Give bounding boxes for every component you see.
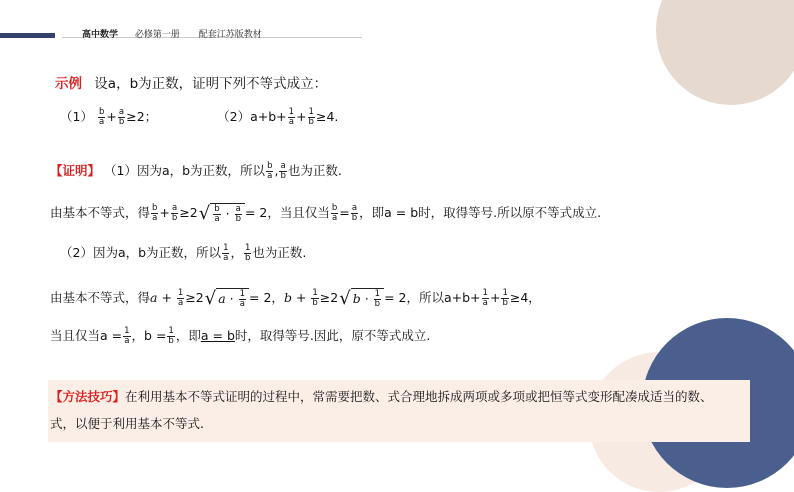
radicand: b · $\frac{1}{b}$: [351, 288, 384, 309]
fraction-a-over-b: $\frac{a}{b}$: [351, 203, 358, 223]
method-text-2: 式，以便于利用基本不等式.: [50, 416, 204, 431]
fraction-b-over-a: $\frac{b}{a}$: [152, 203, 158, 223]
fraction-1-over-b: $\frac{1}{b}$: [245, 243, 251, 263]
header-title: 高中数学: [82, 30, 119, 40]
fraction-1-over-b: $\frac{1}{b}$: [168, 326, 174, 346]
part2-tail: ≥4.: [315, 109, 339, 124]
example-label: 示例: [55, 76, 82, 92]
part2-label: （2）a+b+: [217, 109, 287, 124]
sqrt-symbol: √: [339, 287, 351, 309]
proof-line-2-equals: = 2，当且仅当: [244, 205, 330, 220]
fraction-1-over-b: $\frac{1}{b}$: [312, 288, 318, 308]
proof-line-4-text: 由基本不等式，得: [50, 290, 151, 305]
header-subtitle: 必修第一册: [134, 30, 180, 40]
proof-line-3-end: 也为正数.: [252, 245, 307, 260]
inequality-sign: ≥2: [179, 205, 198, 220]
decorative-circle-beige: [656, 0, 794, 105]
header-publisher: 配套江苏版教材: [198, 30, 262, 40]
fraction-1-over-a: $\frac{1}{a}$: [124, 326, 130, 346]
fraction-b-over-a: $\frac{b}{a}$: [331, 203, 338, 223]
part1-tail: ≥2；: [126, 109, 158, 124]
proof-line-5-end: 时，取得等号.因此，原不等式成立.: [234, 328, 431, 343]
proof-line-4: 由基本不等式，得a + $\frac{1}{a}$ ≥2√ a · $\frac{1}{a}$ = 2，b + $\frac{1}{b}$ ≥2√ b · $\frac{1}{b}$ = 2，所以a+b+ $\frac{1}{a}$ + $\frac{1}{b}$ ≥4，: [50, 287, 541, 309]
fraction-1-over-a: $\frac{1}{a}$: [223, 243, 229, 263]
fraction-b-over-a: $\frac{b}{a}$: [267, 161, 273, 181]
proof-line-4-sum: = 2，所以a+b+: [384, 290, 481, 305]
proof-line-5: [50, 327, 430, 346]
method-line-1: [50, 388, 713, 406]
example-problem: [55, 75, 327, 93]
fraction-b-over-a: $\frac{b}{a}$: [98, 107, 105, 127]
proof-line-2-end: ，即a = b时，取得等号.所以原不等式成立.: [359, 205, 602, 220]
method-line-2: [50, 415, 204, 433]
proof-line-1-text: （1）因为a，b为正数，所以: [104, 163, 266, 178]
underlined-a-equals-b: a = b: [200, 328, 235, 343]
proof-line-1-end: 也为正数.: [287, 163, 342, 178]
fraction-a-over-b: $\frac{a}{b}$: [118, 107, 125, 127]
proof-line-3-text: （2）因为a，b为正数，所以: [60, 245, 222, 260]
radicand: $\frac{b}{a}$ · $\frac{a}{b}$: [210, 203, 245, 224]
sqrt-symbol: √: [198, 202, 211, 224]
proof-line-2: 由基本不等式，得 $\frac{b}{a}$ + $\frac{a}{b}$ ≥2√ $\frac{b}{a}$ · $\frac{a}{b}$ = 2，当且仅当 $\frac{b}{a}$ = $\frac{a}{b}$ ，即a = b时，取得等号.所以原不等式成立.: [50, 202, 602, 224]
example-parts: （1） $\frac{b}{a}$ + $\frac{a}{b}$ ≥2； （2）a+b+ $\frac{1}{a}$ + $\frac{1}{b}$ ≥4.: [60, 107, 339, 127]
radicand: a · $\frac{1}{a}$: [216, 288, 249, 309]
fraction-1-over-a: $\frac{1}{a}$: [177, 288, 184, 308]
page-header: [82, 27, 262, 40]
proof-line-5-text: 当且仅当a =: [50, 328, 123, 343]
fraction-1-over-a: $\frac{1}{a}$: [482, 288, 488, 308]
proof-line-4-equals: = 2，: [249, 290, 284, 305]
proof-line-5-b: ，b =: [131, 328, 167, 343]
proof-line-2-text: 由基本不等式，得: [50, 205, 151, 220]
proof-line-4-end: ≥4，: [509, 290, 541, 305]
fraction-1-over-a: $\frac{1}{a}$: [288, 107, 295, 127]
header-accent-bar: [0, 33, 55, 38]
example-text: 设a，b为正数，证明下列不等式成立：: [94, 76, 328, 92]
inequality-sign: ≥2: [185, 290, 204, 305]
method-label: 【方法技巧】: [50, 389, 126, 404]
sqrt-symbol: √: [204, 287, 217, 309]
fraction-a-over-b: $\frac{a}{b}$: [280, 161, 286, 181]
proof-line-3: （2）因为a，b为正数，所以 $\frac{1}{a}$ ， $\frac{1}{b}$ 也为正数.: [60, 243, 307, 263]
proof-line-5-c: ，即: [175, 328, 201, 343]
inequality-sign: ≥2: [319, 290, 339, 305]
method-text-1: 在利用基本不等式证明的过程中，常需要把数、式合理地拆成两项或多项或把恒等式变形配凑成适当的数、: [125, 389, 713, 404]
fraction-1-over-b: $\frac{1}{b}$: [308, 107, 314, 127]
proof-line-1: 【证明】 （1）因为a，b为正数，所以 $\frac{b}{a}$ , $\frac{a}{b}$ 也为正数.: [50, 161, 342, 181]
fraction-a-over-b: $\frac{a}{b}$: [171, 203, 178, 223]
fraction-1-over-b: $\frac{1}{b}$: [502, 288, 508, 308]
part1-label: （1）: [60, 109, 93, 124]
proof-label: 【证明】: [50, 163, 101, 178]
